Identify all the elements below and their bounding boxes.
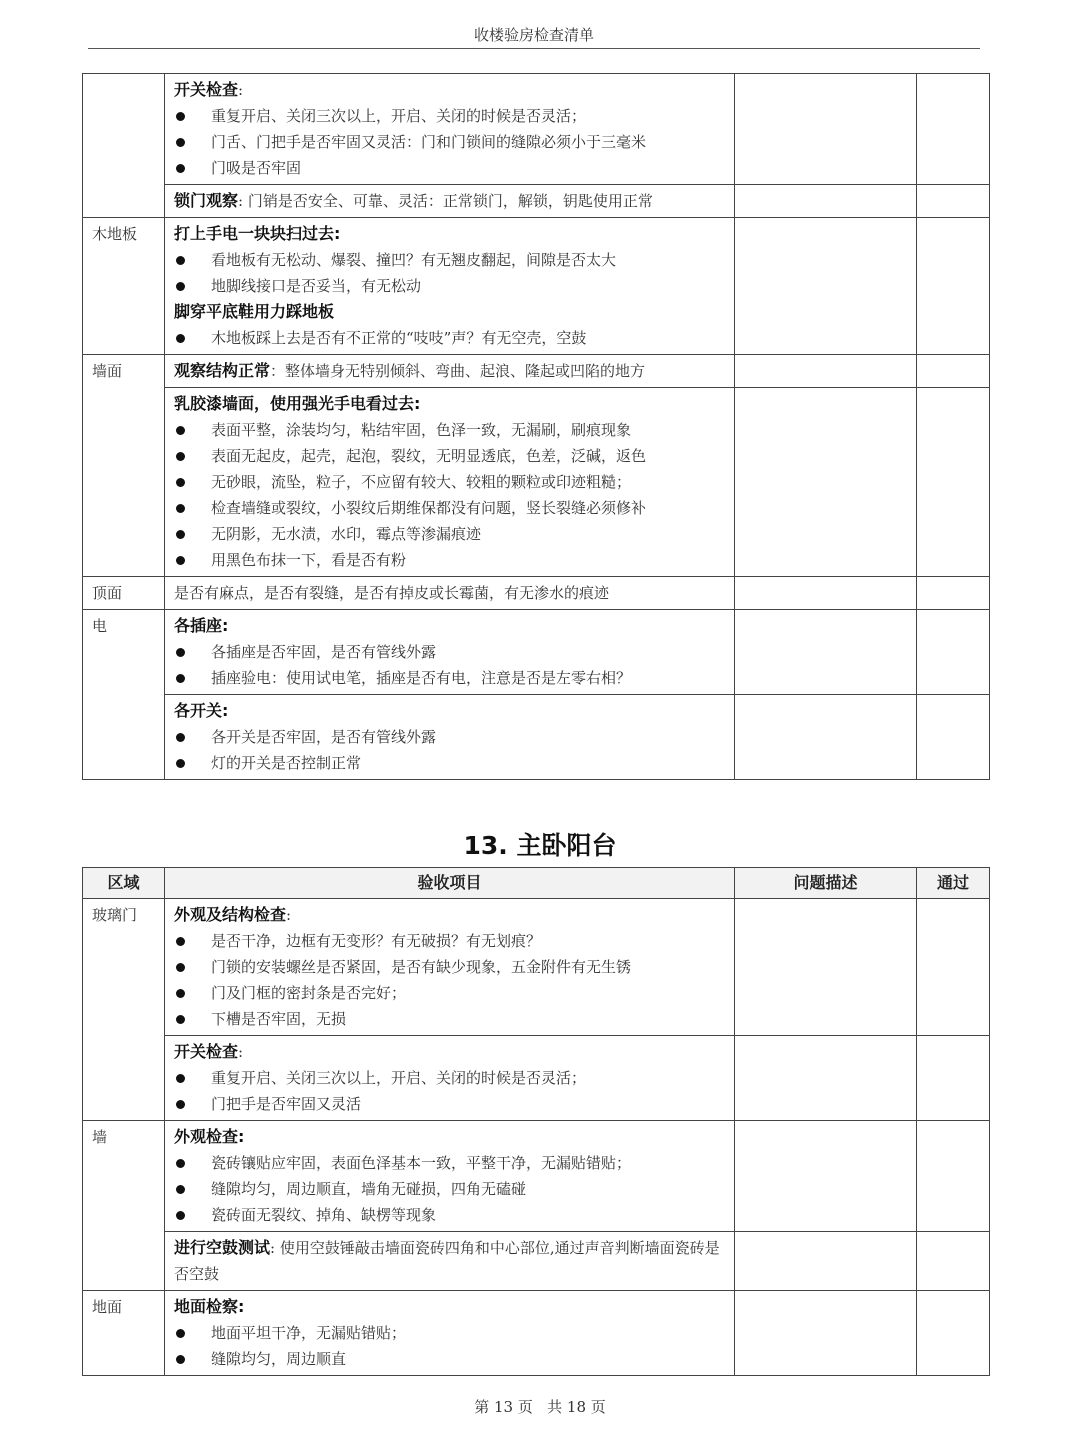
- area-cell: 玻璃门: [83, 899, 165, 1121]
- item-heading-title: 外观及结构检查: [174, 905, 287, 924]
- inspection-item-cell: [165, 388, 735, 577]
- problem-description-cell[interactable]: [735, 695, 917, 780]
- table-row: [83, 577, 990, 610]
- item-heading-title: 外观检查:: [174, 1127, 245, 1146]
- bullet-dot-icon: [176, 1100, 185, 1109]
- checklist-table-master-balcony: [82, 867, 990, 1376]
- item-heading: [174, 1294, 726, 1320]
- item-heading-detail: : 门销是否安全、可靠、灵活：正常锁门，解锁，钥匙使用正常: [238, 192, 653, 210]
- inspection-item-cell: [165, 185, 735, 218]
- table-row: [83, 695, 990, 780]
- bullet-dot-icon: [176, 963, 185, 972]
- bullet-item: [174, 273, 726, 299]
- pass-cell[interactable]: [917, 577, 990, 610]
- bullet-dot-icon: [176, 1211, 185, 1220]
- problem-description-cell[interactable]: [735, 899, 917, 1036]
- item-text: 是否有麻点，是否有裂缝，是否有掉皮或长霉菌，有无渗水的痕迹: [174, 584, 610, 602]
- bullet-item: [174, 1176, 726, 1202]
- bullet-text: 无砂眼，流坠，粒子，不应留有较大、较粗的颗粒或印迹粗糙；: [211, 473, 632, 491]
- bullet-item: [174, 954, 726, 980]
- section-title: 13. 主卧阳台: [463, 831, 617, 860]
- bullet-item: [174, 495, 726, 521]
- inspection-item-cell: [165, 1121, 735, 1232]
- table-row: [83, 1121, 990, 1232]
- table-row: [83, 218, 990, 355]
- bullet-item: [174, 103, 726, 129]
- bullet-dot-icon: [176, 556, 185, 565]
- pass-cell[interactable]: [917, 74, 990, 185]
- column-header-pass: 通过: [917, 868, 990, 899]
- problem-description-cell[interactable]: [735, 1291, 917, 1376]
- checklist-table-continued: [82, 73, 990, 780]
- bullet-text: 缝隙均匀，周边顺直，墙角无碰损，四角无磕碰: [211, 1180, 527, 1198]
- bullet-item: [174, 639, 726, 665]
- bullet-item: [174, 1320, 726, 1346]
- area-cell: 顶面: [83, 577, 165, 610]
- bullet-text: 门及门框的密封条是否完好；: [211, 984, 407, 1002]
- bullet-text: 重复开启、关闭三次以上，开启、关闭的时候是否灵活；: [211, 107, 587, 125]
- item-heading-detail: :: [238, 1043, 244, 1061]
- inspection-item-cell: [165, 1291, 735, 1376]
- bullet-text: 下槽是否牢固，无损: [211, 1010, 347, 1028]
- bullet-text: 用黑色布抹一下，看是否有粉: [211, 551, 407, 569]
- column-header-description: 问题描述: [735, 868, 917, 899]
- bullet-dot-icon: [176, 112, 185, 121]
- item-heading: [174, 221, 726, 247]
- item-heading-title: 地面检察:: [174, 1297, 245, 1316]
- bullet-text: 检查墙缝或裂纹，小裂纹后期维保都没有问题，竖长裂缝必须修补: [211, 499, 647, 517]
- bullet-item: [174, 1346, 726, 1372]
- bullet-dot-icon: [176, 1159, 185, 1168]
- bullet-dot-icon: [176, 452, 185, 461]
- page-number: 第 13 页 共 18 页: [474, 1398, 606, 1416]
- bullet-item: [174, 1006, 726, 1032]
- bullet-item: [174, 1202, 726, 1228]
- bullet-item: [174, 443, 726, 469]
- bullet-dot-icon: [176, 1185, 185, 1194]
- bullet-item: [174, 417, 726, 443]
- bullet-dot-icon: [176, 759, 185, 768]
- item-heading: [174, 1124, 726, 1150]
- item-heading: [174, 188, 726, 214]
- pass-cell[interactable]: [917, 355, 990, 388]
- bullet-dot-icon: [176, 1074, 185, 1083]
- bullet-text: 门吸是否牢固: [211, 159, 302, 177]
- bullet-item: [174, 724, 726, 750]
- bullet-item: [174, 247, 726, 273]
- bullet-dot-icon: [176, 530, 185, 539]
- bullet-text: 各插座是否牢固，是否有管线外露: [211, 643, 437, 661]
- bullet-item: [174, 325, 726, 351]
- bullet-text: 瓷砖镶贴应牢固，表面色泽基本一致，平整干净，无漏贴错贴；: [211, 1154, 632, 1172]
- table-row: [83, 1232, 990, 1291]
- area-cell: 木地板: [83, 218, 165, 355]
- item-heading-title: 进行空鼓测试: [174, 1238, 271, 1257]
- problem-description-cell[interactable]: [735, 1036, 917, 1121]
- table-row: [83, 388, 990, 577]
- table-row: [83, 185, 990, 218]
- bullet-text: 表面无起皮，起壳，起泡，裂纹，无明显透底，色差，泛碱，返色: [211, 447, 647, 465]
- inspection-item-cell: [165, 355, 735, 388]
- bullet-dot-icon: [176, 1015, 185, 1024]
- bullet-text: 门把手是否牢固又灵活: [211, 1095, 362, 1113]
- problem-description-cell[interactable]: [735, 355, 917, 388]
- page-footer: [0, 1396, 1080, 1417]
- pass-cell[interactable]: [917, 185, 990, 218]
- item-heading-title: 脚穿平底鞋用力踩地板: [174, 302, 335, 321]
- table-row: [83, 1036, 990, 1121]
- item-heading: [174, 1235, 726, 1287]
- bullet-text: 瓷砖面无裂纹、掉角、缺楞等现象: [211, 1206, 437, 1224]
- table-row: [83, 355, 990, 388]
- column-header-item: 验收项目: [165, 868, 735, 899]
- bullet-text: 门舌、门把手是否牢固又灵活：门和门锁间的缝隙必须小于三毫米: [211, 133, 647, 151]
- item-heading-detail: :: [286, 906, 292, 924]
- item-heading: [174, 299, 726, 325]
- problem-description-cell[interactable]: [735, 577, 917, 610]
- item-heading: [174, 698, 726, 724]
- bullet-item: [174, 1065, 726, 1091]
- bullet-text: 无阴影，无水渍，水印，霉点等渗漏痕迹: [211, 525, 482, 543]
- table-row: [83, 74, 990, 185]
- bullet-dot-icon: [176, 1355, 185, 1364]
- table-row: [83, 899, 990, 1036]
- item-heading: [174, 358, 726, 384]
- inspection-item-cell: [165, 610, 735, 695]
- item-heading-title: 开关检查: [174, 80, 239, 99]
- bullet-dot-icon: [176, 504, 185, 513]
- bullet-item: [174, 521, 726, 547]
- item-heading: [174, 77, 726, 103]
- column-header-area: 区域: [83, 868, 165, 899]
- page-header: [88, 22, 980, 49]
- pass-cell[interactable]: [917, 1291, 990, 1376]
- item-heading: [174, 902, 726, 928]
- item-heading-title: 开关检查: [174, 1042, 239, 1061]
- bullet-text: 门锁的安装螺丝是否紧固，是否有缺少现象，五金附件有无生锈: [211, 958, 632, 976]
- bullet-dot-icon: [176, 989, 185, 998]
- bullet-text: 重复开启、关闭三次以上，开启、关闭的时候是否灵活；: [211, 1069, 587, 1087]
- area-cell: 电: [83, 610, 165, 780]
- pass-cell[interactable]: [917, 695, 990, 780]
- problem-description-cell[interactable]: [735, 1121, 917, 1232]
- item-heading-detail: : 使用空鼓锤敲击墙面瓷砖四角和中心部位,通过声音判断墙面瓷砖是否空鼓: [174, 1239, 720, 1283]
- bullet-dot-icon: [176, 138, 185, 147]
- problem-description-cell[interactable]: [735, 610, 917, 695]
- bullet-dot-icon: [176, 426, 185, 435]
- inspection-item-cell: [165, 1232, 735, 1291]
- table-header-row: [83, 868, 990, 899]
- bullet-item: [174, 547, 726, 573]
- table-row: [83, 1291, 990, 1376]
- item-heading-title: 乳胶漆墙面，使用强光手电看过去:: [174, 394, 421, 413]
- item-heading-detail: :: [238, 81, 244, 99]
- bullet-item: [174, 469, 726, 495]
- problem-description-cell[interactable]: [735, 1232, 917, 1291]
- pass-cell[interactable]: [917, 1232, 990, 1291]
- pass-cell[interactable]: [917, 388, 990, 577]
- inspection-item-cell: [165, 218, 735, 355]
- bullet-dot-icon: [176, 648, 185, 657]
- problem-description-cell[interactable]: [735, 218, 917, 355]
- inspection-item-cell: [165, 74, 735, 185]
- inspection-item-cell: [165, 1036, 735, 1121]
- bullet-dot-icon: [176, 1329, 185, 1338]
- inspection-item-cell: [165, 695, 735, 780]
- item-heading-title: 打上手电一块块扫过去:: [174, 224, 341, 243]
- bullet-item: [174, 928, 726, 954]
- bullet-item: [174, 155, 726, 181]
- bullet-item: [174, 665, 726, 691]
- bullet-item: [174, 980, 726, 1006]
- bullet-text: 表面平整，涂装均匀，粘结牢固，色泽一致，无漏刷，刷痕现象: [211, 421, 632, 439]
- problem-description-cell[interactable]: [735, 388, 917, 577]
- table-row: [83, 610, 990, 695]
- item-heading-title: 锁门观察: [174, 191, 239, 210]
- area-cell: 墙: [83, 1121, 165, 1291]
- bullet-text: 地脚线接口是否妥当，有无松动: [211, 277, 422, 295]
- item-heading-detail: ：整体墙身无特别倾斜、弯曲、起浪、隆起或凹陷的地方: [270, 362, 646, 380]
- bullet-dot-icon: [176, 937, 185, 946]
- pass-cell[interactable]: [917, 1121, 990, 1232]
- document-title: 收楼验房检查清单: [473, 26, 594, 44]
- bullet-text: 是否干净，边框有无变形？有无破损？有无划痕？: [211, 932, 542, 950]
- bullet-text: 各开关是否牢固，是否有管线外露: [211, 728, 437, 746]
- item-heading-title: 各开关:: [174, 701, 229, 720]
- bullet-item: [174, 750, 726, 776]
- inspection-item-cell: [165, 899, 735, 1036]
- item-heading: [174, 1039, 726, 1065]
- bullet-text: 插座验电：使用试电笔，插座是否有电，注意是否是左零右相？: [211, 669, 632, 687]
- bullet-item: [174, 129, 726, 155]
- bullet-text: 看地板有无松动、爆裂、撞凹？有无翘皮翻起，间隙是否太大: [211, 251, 617, 269]
- bullet-dot-icon: [176, 334, 185, 343]
- area-cell: 地面: [83, 1291, 165, 1376]
- area-cell: 墙面: [83, 355, 165, 577]
- pass-cell[interactable]: [917, 610, 990, 695]
- bullet-dot-icon: [176, 164, 185, 173]
- bullet-item: [174, 1150, 726, 1176]
- item-heading-title: 各插座:: [174, 616, 229, 635]
- bullet-text: 灯的开关是否控制正常: [211, 754, 362, 772]
- inspection-item-cell: [165, 577, 735, 610]
- bullet-item: [174, 1091, 726, 1117]
- bullet-dot-icon: [176, 674, 185, 683]
- pass-cell[interactable]: [917, 218, 990, 355]
- bullet-dot-icon: [176, 256, 185, 265]
- problem-description-cell[interactable]: [735, 185, 917, 218]
- bullet-text: 缝隙均匀，周边顺直: [211, 1350, 347, 1368]
- bullet-dot-icon: [176, 282, 185, 291]
- bullet-text: 木地板踩上去是否有不正常的“吱吱”声？有无空壳，空鼓: [211, 329, 587, 347]
- pass-cell[interactable]: [917, 899, 990, 1036]
- bullet-text: 地面平坦干净，无漏贴错贴；: [211, 1324, 407, 1342]
- item-heading-title: 观察结构正常: [174, 361, 271, 380]
- item-heading: [174, 391, 726, 417]
- bullet-dot-icon: [176, 733, 185, 742]
- problem-description-cell[interactable]: [735, 74, 917, 185]
- pass-cell[interactable]: [917, 1036, 990, 1121]
- area-cell: [83, 74, 165, 218]
- item-heading: [174, 613, 726, 639]
- bullet-dot-icon: [176, 478, 185, 487]
